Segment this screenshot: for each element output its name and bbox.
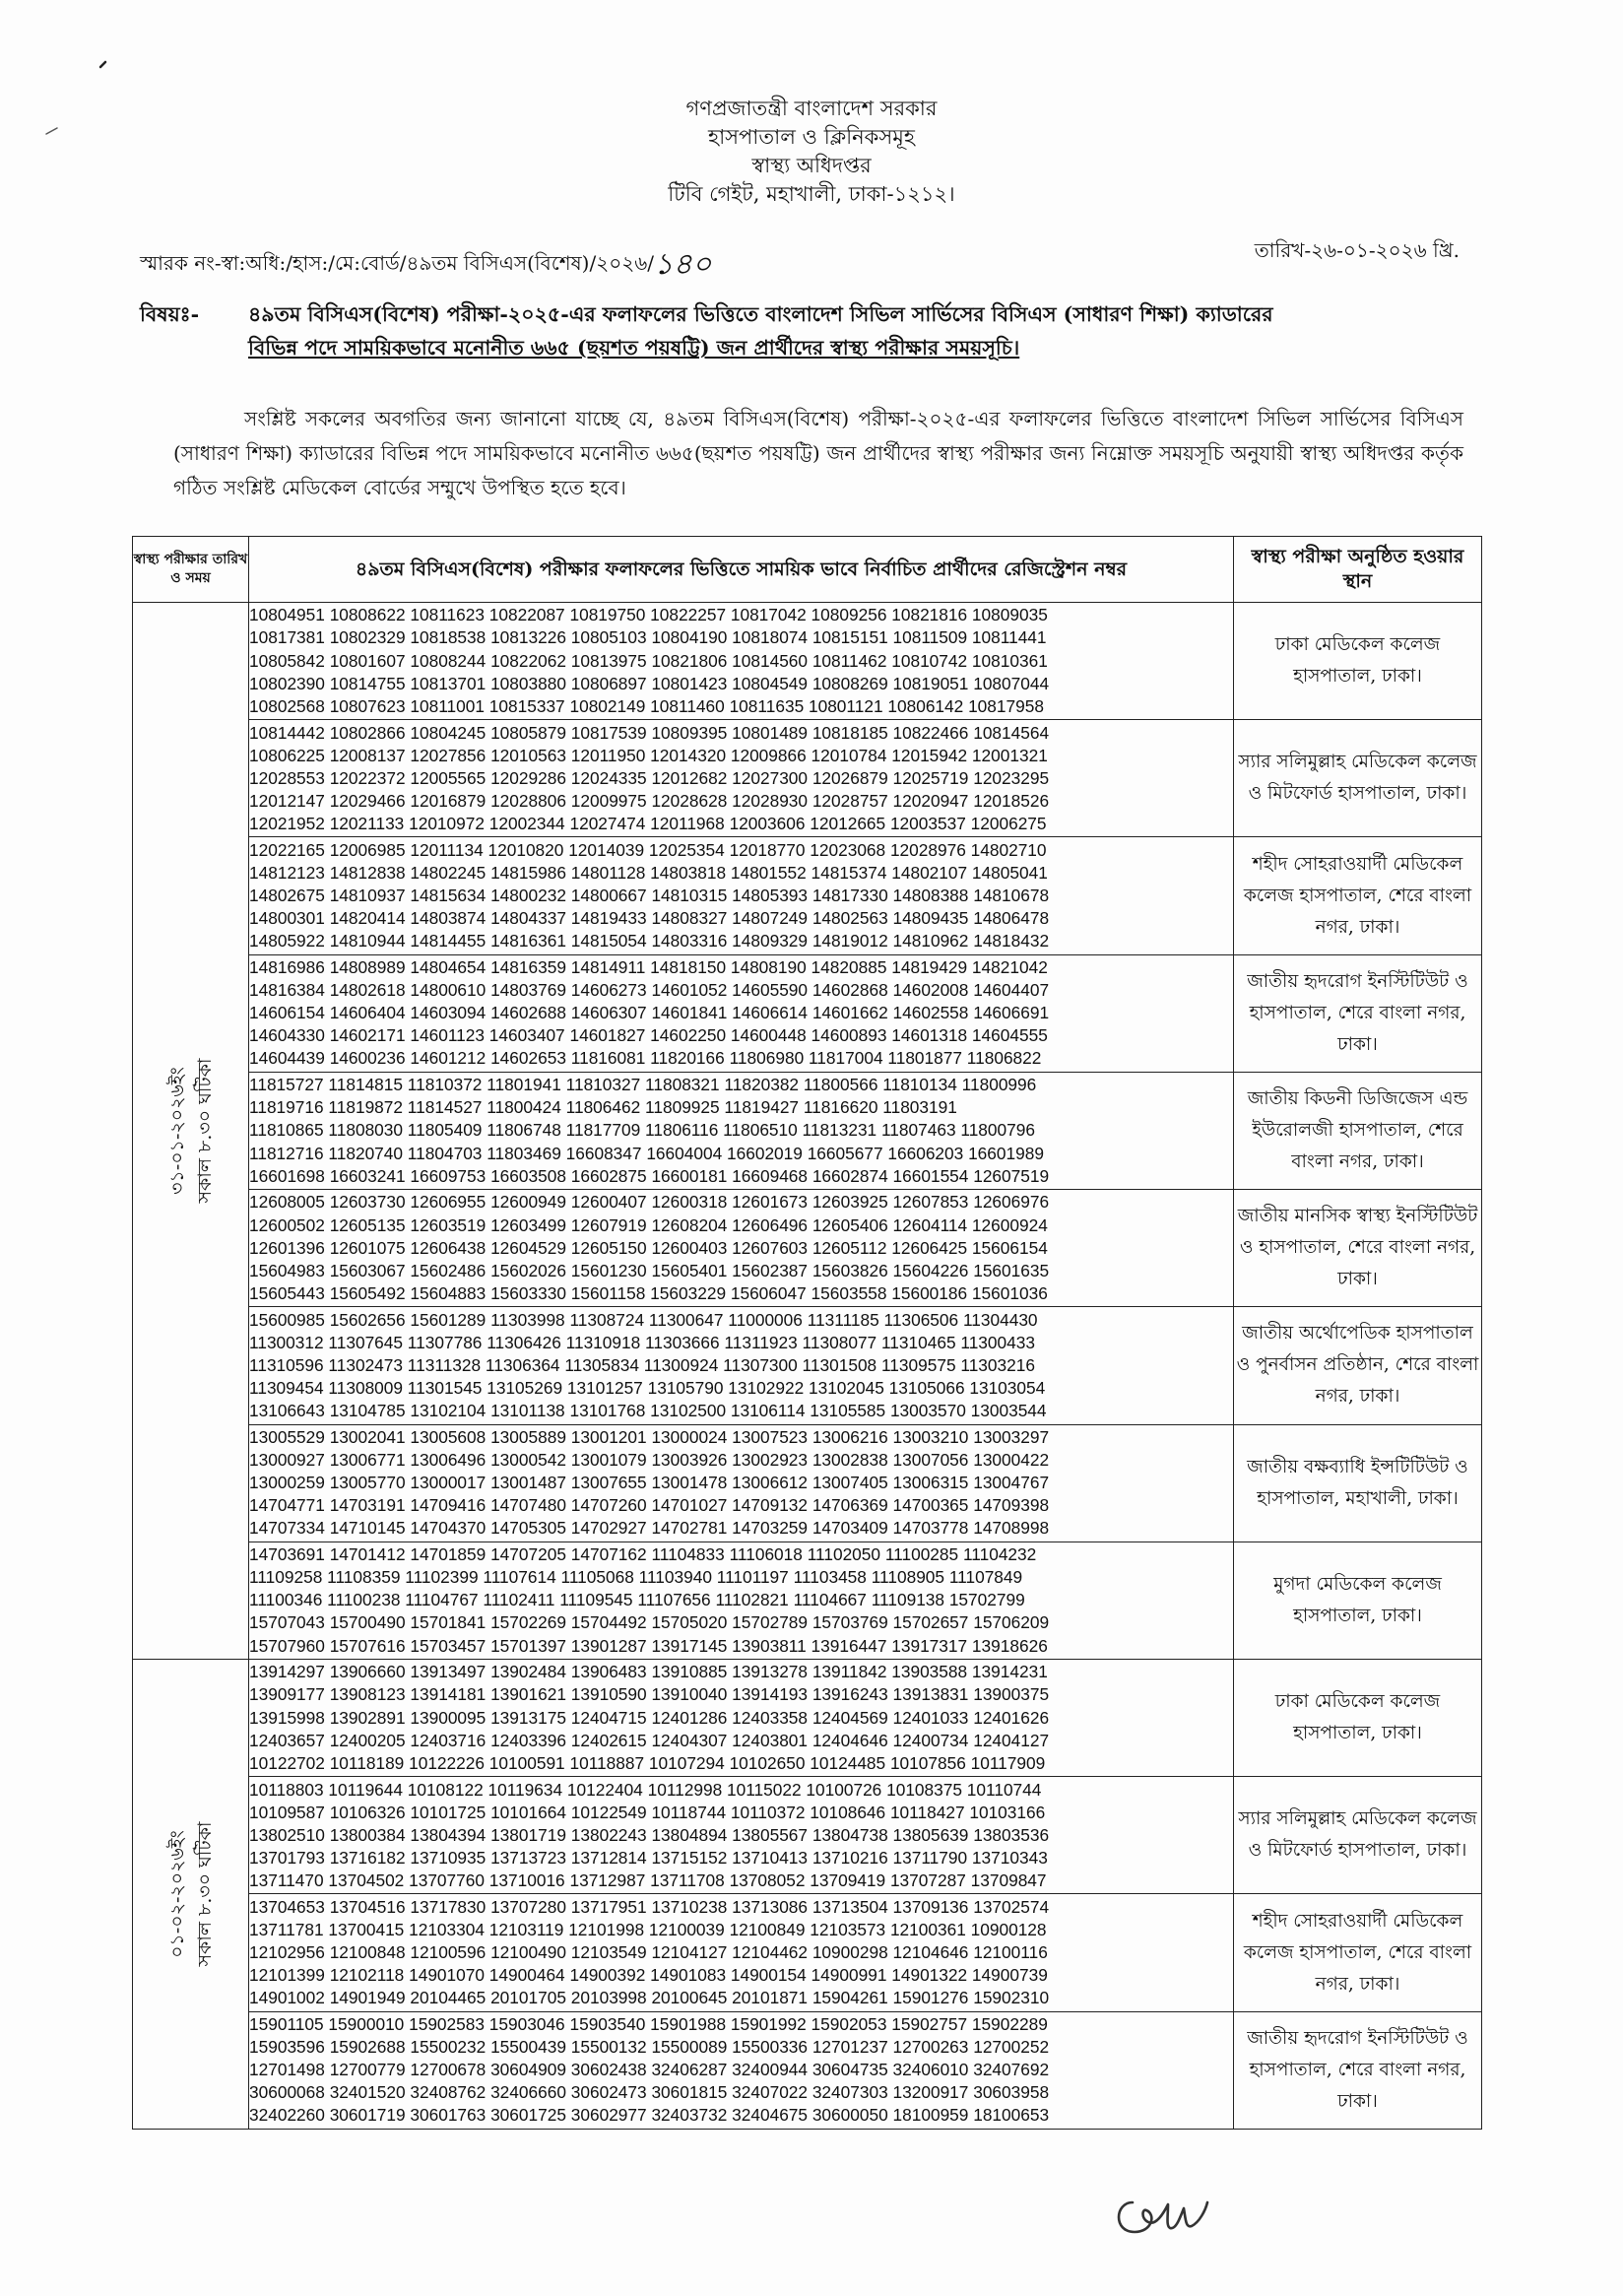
- schedule-date-cell: [133, 603, 249, 1660]
- registration-number-line: 12601396 12601075 12606438 12604529 12605150 12600403 12607603 12605112 12606425 15606154: [249, 1237, 1048, 1258]
- venue-cell: জাতীয় কিডনী ডিজিজেস এন্ড ইউরোলজী হাসপাতাল, শেরে বাংলা নগর, ঢাকা।: [1234, 1072, 1482, 1189]
- table-row: [133, 1542, 1482, 1659]
- table-row: [133, 954, 1482, 1072]
- registration-number-line: 11309454 11308009 11301545 13105269 13101257 13105790 13102922 13102045 13105066 13103054: [249, 1377, 1046, 1398]
- table-row: [133, 1894, 1482, 2011]
- venue-cell: জাতীয় মানসিক স্বাস্থ্য ইনস্টিটিউট ও হাসপাতাল, শেরে বাংলা নগর, ঢাকা।: [1234, 1190, 1482, 1307]
- registration-number-line: 13915998 13902891 13900095 13913175 12404715 12401286 12403358 12404569 12401033 12401626: [249, 1707, 1050, 1728]
- venue-cell: ঢাকা মেডিকেল কলেজ হাসপাতাল, ঢাকা।: [1234, 603, 1482, 720]
- venue-cell: জাতীয় হৃদরোগ ইনস্টিটিউট ও হাসপাতাল, শেরে বাংলা নগর, ঢাকা।: [1234, 954, 1482, 1072]
- registration-numbers-cell: [249, 603, 1234, 720]
- registration-number-line: 11100346 11100238 11104767 11102411 11109545 11107656 11102821 11104667 11109138 15702799: [249, 1590, 1025, 1610]
- registration-number-line: 12012147 12029466 12016879 12028806 12009975 12028628 12028930 12028757 12020947 12018526: [249, 790, 1050, 811]
- registration-numbers-cell: [249, 837, 1234, 954]
- registration-number-line: 10814442 10802866 10804245 10805879 10817539 10809395 10801489 10818185 10822466 10814564: [249, 722, 1050, 743]
- registration-number-line: 10802390 10814755 10813701 10803880 10806897 10801423 10804549 10808269 10819051 10807044: [249, 673, 1050, 693]
- registration-number-line: 14703691 14701412 14701859 14707205 14707162 11104833 11106018 11102050 11100285 11104232: [249, 1544, 1037, 1565]
- header-date-time: স্বাস্থ্য পরীক্ষার তারিখ ও সময়: [133, 537, 249, 603]
- registration-number-line: 15707960 15707616 15703457 15701397 13901287 13917145 13903811 13916447 13917317 13918626: [249, 1635, 1048, 1656]
- registration-number-line: 11109258 11108359 11102399 11107614 11105068 11103940 11101197 11103458 11108905 11107849: [249, 1567, 1023, 1588]
- registration-number-line: 10802568 10807623 10811001 10815337 10802149 10811460 10811635 10801121 10806142 10817958: [249, 695, 1044, 716]
- registration-number-line: 14901002 14901949 20104465 20101705 20103998 20100645 20101871 15904261 15901276 15902310: [249, 1988, 1050, 2008]
- registration-number-line: 13704653 13704516 13717830 13707280 13717951 13710238 13713086 13713504 13709136 13702574: [249, 1896, 1050, 1917]
- registration-number-line: 13711781 13700415 12103304 12103119 12101998 12100039 12100849 12103573 12100361 10900128: [249, 1919, 1047, 1939]
- registration-number-line: 13914297 13906660 13913497 13902484 13906483 13910885 13913278 13911842 13903588 13914231: [249, 1662, 1048, 1682]
- registration-number-line: 14604439 14600236 14601212 14602653 11816081 11820166 11806980 11817004 11801877 11806822: [249, 1048, 1042, 1069]
- registration-number-line: 14816384 14802618 14800610 14803769 14606273 14601052 14605590 14602868 14602008 14604407: [249, 980, 1050, 1001]
- schedule-date: ৩১-০১-২০২৬ইং: [165, 1067, 188, 1195]
- subject-line-2: বিভিন্ন পদে সাময়িকভাবে মনোনীত ৬৬৫ (ছয়শত পয়ষট্টি) জন প্রার্থীদের স্বাস্থ্য পরীক্ষার সময়সূচি।: [248, 336, 1020, 360]
- registration-number-line: 16601698 16603241 16609753 16603508 16602875 16600181 16609468 16602874 16601554 12607519: [249, 1165, 1050, 1186]
- registration-numbers-cell: [249, 1424, 1234, 1542]
- registration-number-line: 14707334 14710145 14704370 14705305 14702927 14702781 14703259 14703409 14703778 14708998: [249, 1518, 1050, 1539]
- schedule-date-cell: [133, 1659, 249, 2129]
- registration-number-line: 13106643 13104785 13102104 13101138 13101768 13102500 13106114 13105585 13003570 13003544: [249, 1401, 1047, 1421]
- registration-number-line: 11300312 11307645 11307786 11306426 11310918 11303666 11311923 11308077 11310465 11300433: [249, 1332, 1035, 1352]
- directorate-name: স্বাস্থ্য অধিদপ্তর: [751, 154, 872, 177]
- registration-number-line: 15707043 15700490 15701841 15702269 15704492 15705020 15702789 15703769 15702657 15706209: [249, 1612, 1050, 1633]
- venue-cell: স্যার সলিমুল্লাহ মেডিকেল কলেজ ও মিটফোর্ড হাসপাতাল, ঢাকা।: [1234, 1777, 1482, 1894]
- registration-number-line: 12701498 12700779 12700678 30604909 30602438 32406287 32400944 30604735 32406010 32407692: [249, 2060, 1050, 2080]
- registration-number-line: 12403657 12400205 12403716 12403396 12402615 12404307 12403801 12404646 12400734 12404127: [249, 1730, 1050, 1750]
- registration-number-line: 11815727 11814815 11810372 11801941 11810327 11808321 11820382 11800566 11810134 11800996: [249, 1075, 1037, 1095]
- table-row: [133, 1777, 1482, 1894]
- venue-cell: স্যার সলিমুল্লাহ মেডিকেল কলেজ ও মিটফোর্ড হাসপাতাল, ঢাকা।: [1234, 720, 1482, 837]
- schedule-date: ০১-০২-২০২৬ইং: [165, 1830, 188, 1958]
- registration-number-line: 15901105 15900010 15902583 15903046 15903540 15901988 15901992 15902053 15902757 15902289: [249, 2014, 1048, 2035]
- registration-number-line: 11812716 11820740 11804703 11803469 16608347 16604004 16602019 16605677 16606203 16601989: [249, 1143, 1044, 1163]
- memo-reference-number: ১৪০: [653, 247, 712, 282]
- schedule-time: সকাল ৮.৩০ ঘটিকা: [193, 1821, 216, 1967]
- registration-number-line: 14816986 14808989 14804654 14816359 14814911 14818150 14808190 14820885 14819429 14821042: [249, 957, 1048, 978]
- registration-numbers-cell: [249, 1542, 1234, 1659]
- registration-number-line: 13000927 13006771 13006496 13000542 13001079 13003926 13002923 13002838 13007056 13000422: [249, 1450, 1050, 1470]
- registration-number-line: 13909177 13908123 13914181 13901621 13910590 13910040 13914193 13916243 13913831 13900375: [249, 1684, 1050, 1705]
- registration-number-line: 11310596 11302473 11311328 11306364 11305834 11300924 11307300 11301508 11309575 11303216: [249, 1354, 1035, 1375]
- department-name: হাসপাতাল ও ক্লিনিকসমূহ: [708, 125, 915, 149]
- table-row: [133, 1190, 1482, 1307]
- registration-numbers-cell: [249, 1190, 1234, 1307]
- registration-number-line: 12101399 12102118 14901070 14900464 14900392 14901083 14900154 14900991 14901322 14900739: [249, 1965, 1048, 1986]
- registration-number-line: 14805922 14810944 14814455 14816361 14815054 14803316 14809329 14819012 14810962 14818432: [249, 931, 1050, 951]
- registration-number-line: 10804951 10808622 10811623 10822087 10819750 10822257 10817042 10809256 10821816 10809035: [249, 605, 1048, 625]
- table-row: [133, 2011, 1482, 2129]
- table-row: [133, 1072, 1482, 1189]
- registration-number-line: 13000259 13005770 13000017 13001487 13007655 13001478 13006612 13007405 13006315 13004767: [249, 1473, 1050, 1493]
- signature: [1107, 2183, 1225, 2248]
- registration-number-line: 15604983 15603067 15602486 15602026 15601230 15605401 15602387 15603826 15604226 15601635: [249, 1260, 1050, 1280]
- table-header-row: [133, 537, 1482, 603]
- registration-number-line: 12600502 12605135 12603519 12603499 12607919 12608204 12606496 12605406 12604114 12600924: [249, 1214, 1048, 1235]
- registration-number-line: 10109587 10106326 10101725 10101664 10122549 10118744 10110372 10108646 10118427 10103166: [249, 1802, 1046, 1822]
- registration-number-line: 13802510 13800384 13804394 13801719 13802243 13804894 13805567 13804738 13805639 13803536: [249, 1824, 1050, 1845]
- venue-cell: জাতীয় বক্ষব্যাধি ইন্সটিটিউট ও হাসপাতাল, মহাখালী, ঢাকা।: [1234, 1424, 1482, 1542]
- registration-number-line: 13701793 13716182 13710935 13713723 13712814 13715152 13710413 13710216 13711790 13710343: [249, 1847, 1048, 1868]
- reference-row: [140, 234, 1460, 282]
- letterhead: [0, 95, 1623, 209]
- body-paragraph: সংশ্লিষ্ট সকলের অবগতির জন্য জানানো যাচ্ছে যে, ৪৯তম বিসিএস(বিশেষ) পরীক্ষা-২০২৫-এর ফলাফলের ভিত্তিতে বাংলাদেশ সিভিল সার্ভিসের বিসিএস (সাধারণ শিক্ষা) ক্যাডারের বিভিন্ন পদে সাময়িকভাবে মনোনীত ৬৬৫(ছয়শত পয়ষট্টি) জন প্রার্থীদের স্বাস্থ্য পরীক্ষার জন্য নিম্নোক্ত সময়সূচি অনুযায়ী স্বাস্থ্য অধিদপ্তর কর্তৃক গঠিত সংশ্লিষ্ট মেডিকেল বোর্ডের সম্মুখে উপস্থিত হতে হবে।: [173, 407, 1463, 499]
- schedule-time: সকাল ৮.৩০ ঘটিকা: [193, 1058, 216, 1204]
- registration-numbers-cell: [249, 954, 1234, 1072]
- registration-number-line: 15605443 15605492 15604883 15603330 15601158 15603229 15606047 15603558 15600186 15601036: [249, 1282, 1048, 1303]
- registration-number-line: 14812123 14812838 14802245 14815986 14801128 14803818 14801552 14815374 14802107 14805041: [249, 862, 1048, 883]
- registration-number-line: 13005529 13002041 13005608 13005889 13001201 13000024 13007523 13006216 13003210 13003297: [249, 1426, 1050, 1447]
- table-row: [133, 1424, 1482, 1542]
- venue-cell: জাতীয় হৃদরোগ ইনস্টিটিউট ও হাসপাতাল, শেরে বাংলা নগর, ঢাকা।: [1234, 2011, 1482, 2129]
- registration-number-line: 13711470 13704502 13707760 13710016 13712987 13711708 13708052 13709419 13707287 13709847: [249, 1870, 1047, 1890]
- registration-number-line: 14800301 14820414 14803874 14804337 14819433 14808327 14807249 14802563 14809435 14806478: [249, 908, 1050, 929]
- registration-numbers-cell: [249, 1072, 1234, 1189]
- registration-number-line: 15600985 15602656 15601289 11303998 11308724 11300647 11000006 11311185 11306506 11304430: [249, 1309, 1038, 1330]
- venue-cell: শহীদ সোহরাওয়ার্দী মেডিকেল কলেজ হাসপাতাল, শেরে বাংলা নগর, ঢাকা।: [1234, 1894, 1482, 2011]
- memo-reference: [140, 236, 711, 287]
- registration-numbers-cell: [249, 1894, 1234, 2011]
- venue-cell: জাতীয় অর্থোপেডিক হাসপাতাল ও পুনর্বাসন প্রতিষ্ঠান, শেরে বাংলা নগর, ঢাকা।: [1234, 1307, 1482, 1424]
- address: টিবি গেইট, মহাখালী, ঢাকা-১২১২।: [668, 182, 955, 206]
- registration-number-line: 14606154 14606404 14603094 14602688 14606307 14601841 14606614 14601662 14602558 14606691: [249, 1003, 1050, 1023]
- venue-cell: মুগদা মেডিকেল কলেজ হাসপাতাল, ঢাকা।: [1234, 1542, 1482, 1659]
- registration-number-line: 12022165 12006985 12011134 12010820 12014039 12025354 12018770 12023068 12028976 14802710: [249, 839, 1047, 860]
- registration-number-line: 15903596 15902688 15500232 15500439 15500132 15500089 15500336 12701237 12700263 12700252: [249, 2037, 1050, 2058]
- registration-number-line: 14604330 14602171 14601123 14603407 14601827 14602250 14600448 14600893 14601318 14604555: [249, 1025, 1048, 1046]
- govt-name: গণপ্রজাতন্ত্রী বাংলাদেশ সরকার: [685, 97, 938, 120]
- schedule-table: [132, 536, 1482, 2130]
- table-row: [133, 837, 1482, 954]
- registration-number-line: 12102956 12100848 12100596 12100490 12103549 12104127 12104462 10900298 12104646 12100116: [249, 1941, 1048, 1962]
- registration-number-line: 12021952 12021133 12010972 12002344 12027474 12011968 12003606 12012665 12003537 12006275: [249, 813, 1047, 833]
- registration-number-line: 30600068 32401520 32408762 32406660 30602473 30601815 32407022 32407303 13200917 30603958: [249, 2082, 1050, 2103]
- registration-number-line: 10118803 10119644 10108122 10119634 10122404 10112998 10115022 10100726 10108375 10110744: [249, 1779, 1042, 1800]
- registration-number-line: 10122702 10118189 10122226 10100591 10118887 10107294 10102650 10124485 10107856 10117909: [249, 1752, 1046, 1773]
- table-row: [133, 1659, 1482, 1776]
- registration-number-line: 12028553 12022372 12005565 12029286 12024335 12012682 12027300 12026879 12025719 12023295: [249, 767, 1050, 788]
- schedule-body: [133, 603, 1482, 2130]
- registration-number-line: 14802675 14810937 14815634 14800232 14800667 14810315 14805393 14817330 14808388 14810678: [249, 886, 1050, 905]
- venue-cell: ঢাকা মেডিকেল কলেজ হাসপাতাল, ঢাকা।: [1234, 1659, 1482, 1776]
- registration-number-line: 14704771 14703191 14709416 14707480 14707260 14701027 14709132 14706369 14700365 14709398: [249, 1495, 1050, 1516]
- subject-line-1: ৪৯তম বিসিএস(বিশেষ) পরীক্ষা-২০২৫-এর ফলাফলের ভিত্তিতে বাংলাদেশ সিভিল সার্ভিসের বিসিএস (সাধারণ শিক্ষা) ক্যাডারের: [248, 302, 1273, 326]
- table-row: [133, 720, 1482, 837]
- venue-cell: শহীদ সোহরাওয়ার্দী মেডিকেল কলেজ হাসপাতাল, শেরে বাংলা নগর, ঢাকা।: [1234, 837, 1482, 954]
- registration-number-line: 11819716 11819872 11814527 11800424 11806462 11809925 11819427 11816620 11803191: [249, 1097, 957, 1118]
- table-row: [133, 1307, 1482, 1424]
- table-row: [133, 603, 1482, 720]
- registration-number-line: 10806225 12008137 12027856 12010563 12011950 12014320 12009866 12010784 12015942 12001321: [249, 745, 1048, 765]
- header-venue: স্বাস্থ্য পরীক্ষা অনুষ্ঠিত হওয়ার স্থান: [1234, 537, 1482, 603]
- memo-date: তারিখ-২৬-০১-২০২৬ খ্রি.: [1254, 238, 1460, 262]
- registration-number-line: 32402260 30601719 30601763 30601725 30602977 32403732 32404675 30600050 18100959 18100653: [249, 2105, 1050, 2126]
- registration-number-line: 12608005 12603730 12606955 12600949 12600407 12600318 12601673 12603925 12607853 12606976: [249, 1192, 1050, 1213]
- registration-numbers-cell: [249, 1777, 1234, 1894]
- registration-number-line: 10817381 10802329 10818538 10813226 10805103 10804190 10818074 10815151 10811509 10811441: [249, 627, 1047, 648]
- registration-numbers-cell: [249, 1659, 1234, 1776]
- header-registration-numbers: ৪৯তম বিসিএস(বিশেষ) পরীক্ষার ফলাফলের ভিত্তিতে সাময়িক ভাবে নির্বাচিত প্রার্থীদের রেজিস্ট্রেশন নম্বর: [249, 537, 1234, 603]
- registration-number-line: 11810865 11808030 11805409 11806748 11817709 11806116 11806510 11813231 11807463 11800796: [249, 1120, 1035, 1141]
- registration-number-line: 10805842 10801607 10808244 10822062 10813975 10821806 10814560 10811462 10810742 10810361: [249, 650, 1048, 671]
- subject: [140, 297, 1479, 364]
- registration-numbers-cell: [249, 2011, 1234, 2129]
- pen-mark: [97, 57, 116, 73]
- memo-reference-prefix: স্মারক নং-স্বা:অধি:/হাস:/মে:বোর্ড/৪৯তম বিসিএস(বিশেষ)/২০২৬/: [140, 251, 654, 275]
- registration-numbers-cell: [249, 720, 1234, 837]
- subject-label: বিষয়ঃ-: [140, 302, 200, 326]
- registration-numbers-cell: [249, 1307, 1234, 1424]
